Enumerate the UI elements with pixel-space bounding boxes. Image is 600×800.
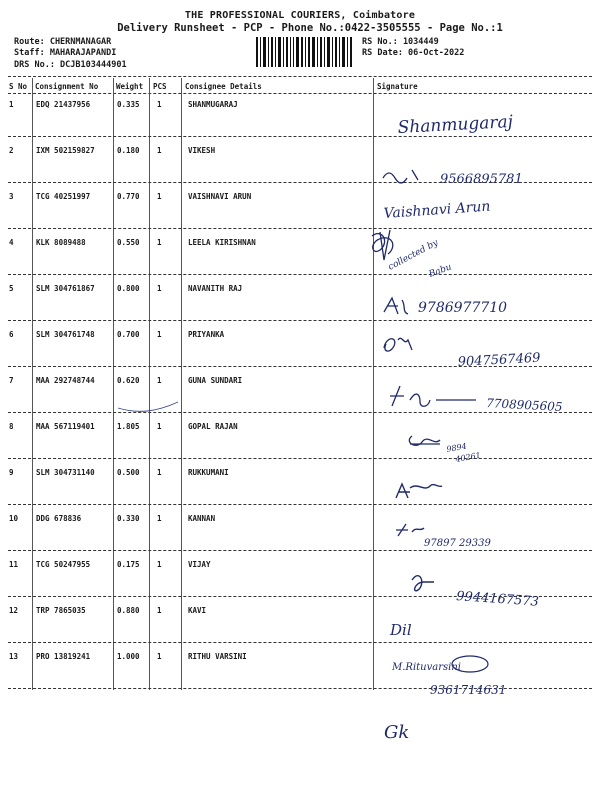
row-divider: [8, 550, 592, 551]
header-bottom-divider: [8, 93, 592, 94]
row-pcs: 1: [157, 284, 162, 293]
row-consignment: IXM 502159827: [36, 146, 95, 155]
row-consignment: TCG 40251997: [36, 192, 91, 201]
row-weight: 0.335: [117, 100, 140, 109]
row-sno: 4: [9, 238, 14, 247]
row-pcs: 1: [157, 606, 162, 615]
column-line: [373, 78, 374, 690]
row-sno: 6: [9, 330, 14, 339]
row-pcs: 1: [157, 192, 162, 201]
signature-7-scribble: [390, 386, 476, 406]
staff-label: Staff: MAHARAJAPANDI: [14, 48, 117, 58]
signature-8a: 9894: [445, 441, 468, 454]
row-pcs: 1: [157, 422, 162, 431]
row-consignee: PRIYANKA: [188, 330, 225, 339]
column-line: [32, 78, 33, 690]
row-weight: 1.805: [117, 422, 140, 431]
row-pcs: 1: [157, 376, 162, 385]
row-consignee: GOPAL RAJAN: [188, 422, 238, 431]
row-consignee: VIKESH: [188, 146, 216, 155]
row-sno: 5: [9, 284, 14, 293]
header-top-divider: [8, 76, 592, 77]
col-header-consignee: Consignee Details: [185, 82, 262, 91]
route-label: Route: CHERNMANAGAR: [14, 37, 112, 47]
signature-4-scribble: [372, 230, 393, 260]
row-consignee: LEELA KIRISHNAN: [188, 238, 256, 247]
row-divider: [8, 320, 592, 321]
row-pcs: 1: [157, 468, 162, 477]
row-pcs: 1: [157, 330, 162, 339]
drs-number: DRS No.: DCJB103444901: [14, 60, 127, 70]
row-sno: 9: [9, 468, 14, 477]
barcode-icon: [256, 37, 354, 67]
row-pcs: 1: [157, 238, 162, 247]
row-divider: [8, 412, 592, 413]
row-divider: [8, 136, 592, 137]
row-weight: 0.330: [117, 514, 140, 523]
row-divider: [8, 596, 592, 597]
row-divider: [8, 458, 592, 459]
signature-13b: 9361714631: [430, 683, 507, 697]
row-consignee: RUKKUMANI: [188, 468, 229, 477]
signature-1: Shanmugaraj: [397, 111, 514, 138]
row-pcs: 1: [157, 652, 162, 661]
row-weight: 0.620: [117, 376, 140, 385]
row-divider: [8, 274, 592, 275]
row-consignment: EDQ 21437956: [36, 100, 91, 109]
company-title: THE PROFESSIONAL COURIERS, Coimbatore: [184, 10, 416, 21]
row-divider: [8, 688, 592, 689]
row-pcs: 1: [157, 560, 162, 569]
column-line: [149, 78, 150, 690]
signature-10-scribble: [396, 524, 424, 536]
signature-11: 9944167573: [455, 589, 540, 610]
footer-initials: Gk: [384, 722, 410, 743]
row-weight: 0.500: [117, 468, 140, 477]
row-consignment: MAA 567119401: [36, 422, 95, 431]
col-header-weight: Weight: [116, 82, 144, 91]
row-consignment: TCG 50247955: [36, 560, 91, 569]
row-consignment: SLM 304761867: [36, 284, 95, 293]
signature-5-scribble: [384, 298, 408, 314]
col-header-signature: Signature: [377, 82, 418, 91]
signature-11-scribble: [412, 576, 434, 591]
signature-8-scribble: [409, 436, 440, 445]
row-weight: 0.175: [117, 560, 140, 569]
rs-date: RS Date: 06-Oct-2022: [362, 48, 465, 58]
row-weight: 0.800: [117, 284, 140, 293]
row-consignment: MAA 292748744: [36, 376, 95, 385]
row-consignment: PRO 13819241: [36, 652, 91, 661]
signature-13: M.Rituvarsini: [392, 662, 461, 673]
row-divider: [8, 504, 592, 505]
row-pcs: 1: [157, 100, 162, 109]
signature-10: 97897 29339: [424, 538, 491, 549]
row-consignee: GUNA SUNDARI: [188, 376, 243, 385]
stray-pen-mark: [118, 402, 178, 411]
col-header-pcs: PCS: [153, 82, 167, 91]
col-header-consignment: Consignment No: [35, 82, 99, 91]
row-sno: 7: [9, 376, 14, 385]
row-divider: [8, 228, 592, 229]
row-consignee: SHANMUGARAJ: [188, 100, 238, 109]
row-consignment: SLM 304731140: [36, 468, 95, 477]
row-sno: 3: [9, 192, 14, 201]
row-consignment: TRP 7865035: [36, 606, 86, 615]
signature-5: 9786977710: [418, 300, 508, 316]
row-weight: 1.000: [117, 652, 140, 661]
signature-13-loop: [452, 656, 488, 672]
signature-6-scribble: [384, 338, 412, 351]
row-weight: 0.700: [117, 330, 140, 339]
row-sno: 11: [9, 560, 19, 569]
row-consignment: KLK 8089488: [36, 238, 86, 247]
row-consignee: KANNAN: [188, 514, 216, 523]
row-pcs: 1: [157, 514, 162, 523]
row-weight: 0.550: [117, 238, 140, 247]
row-divider: [8, 642, 592, 643]
signature-9-scribble: [396, 484, 442, 498]
signature-4b: Babu: [427, 262, 454, 280]
column-line: [181, 78, 182, 690]
row-consignment: SLM 304761748: [36, 330, 95, 339]
row-sno: 2: [9, 146, 14, 155]
row-consignee: NAVANITH RAJ: [188, 284, 243, 293]
signature-12: Dil: [390, 621, 412, 639]
row-weight: 0.180: [117, 146, 140, 155]
column-line: [113, 78, 114, 690]
row-sno: 8: [9, 422, 14, 431]
signature-3: Vaishnavi Arun: [383, 198, 491, 222]
signature-8b: 40261: [454, 450, 482, 464]
signature-7: 7708905605: [485, 396, 563, 414]
runsheet-subtitle: Delivery Runsheet - PCP - Phone No.:0422-3505555 - Page No.:1: [117, 22, 503, 34]
rs-number: RS No.: 1034449: [362, 37, 439, 47]
row-sno: 1: [9, 100, 14, 109]
row-sno: 12: [9, 606, 19, 615]
row-consignee: KAVI: [188, 606, 207, 615]
row-pcs: 1: [157, 146, 162, 155]
row-consignment: DDG 678836: [36, 514, 82, 523]
row-weight: 0.880: [117, 606, 140, 615]
row-consignee: VAISHNAVI ARUN: [188, 192, 252, 201]
row-consignee: RITHU VARSINI: [188, 652, 247, 661]
row-divider: [8, 182, 592, 183]
row-divider: [8, 366, 592, 367]
signature-4a: collected by: [386, 237, 440, 273]
row-weight: 0.770: [117, 192, 140, 201]
row-sno: 10: [9, 514, 19, 523]
col-header-sno: S No: [9, 82, 28, 91]
row-consignee: VIJAY: [188, 560, 211, 569]
signature-2: 9566895781: [440, 172, 523, 187]
row-sno: 13: [9, 652, 19, 661]
signature-6: 9047567469: [457, 350, 541, 370]
